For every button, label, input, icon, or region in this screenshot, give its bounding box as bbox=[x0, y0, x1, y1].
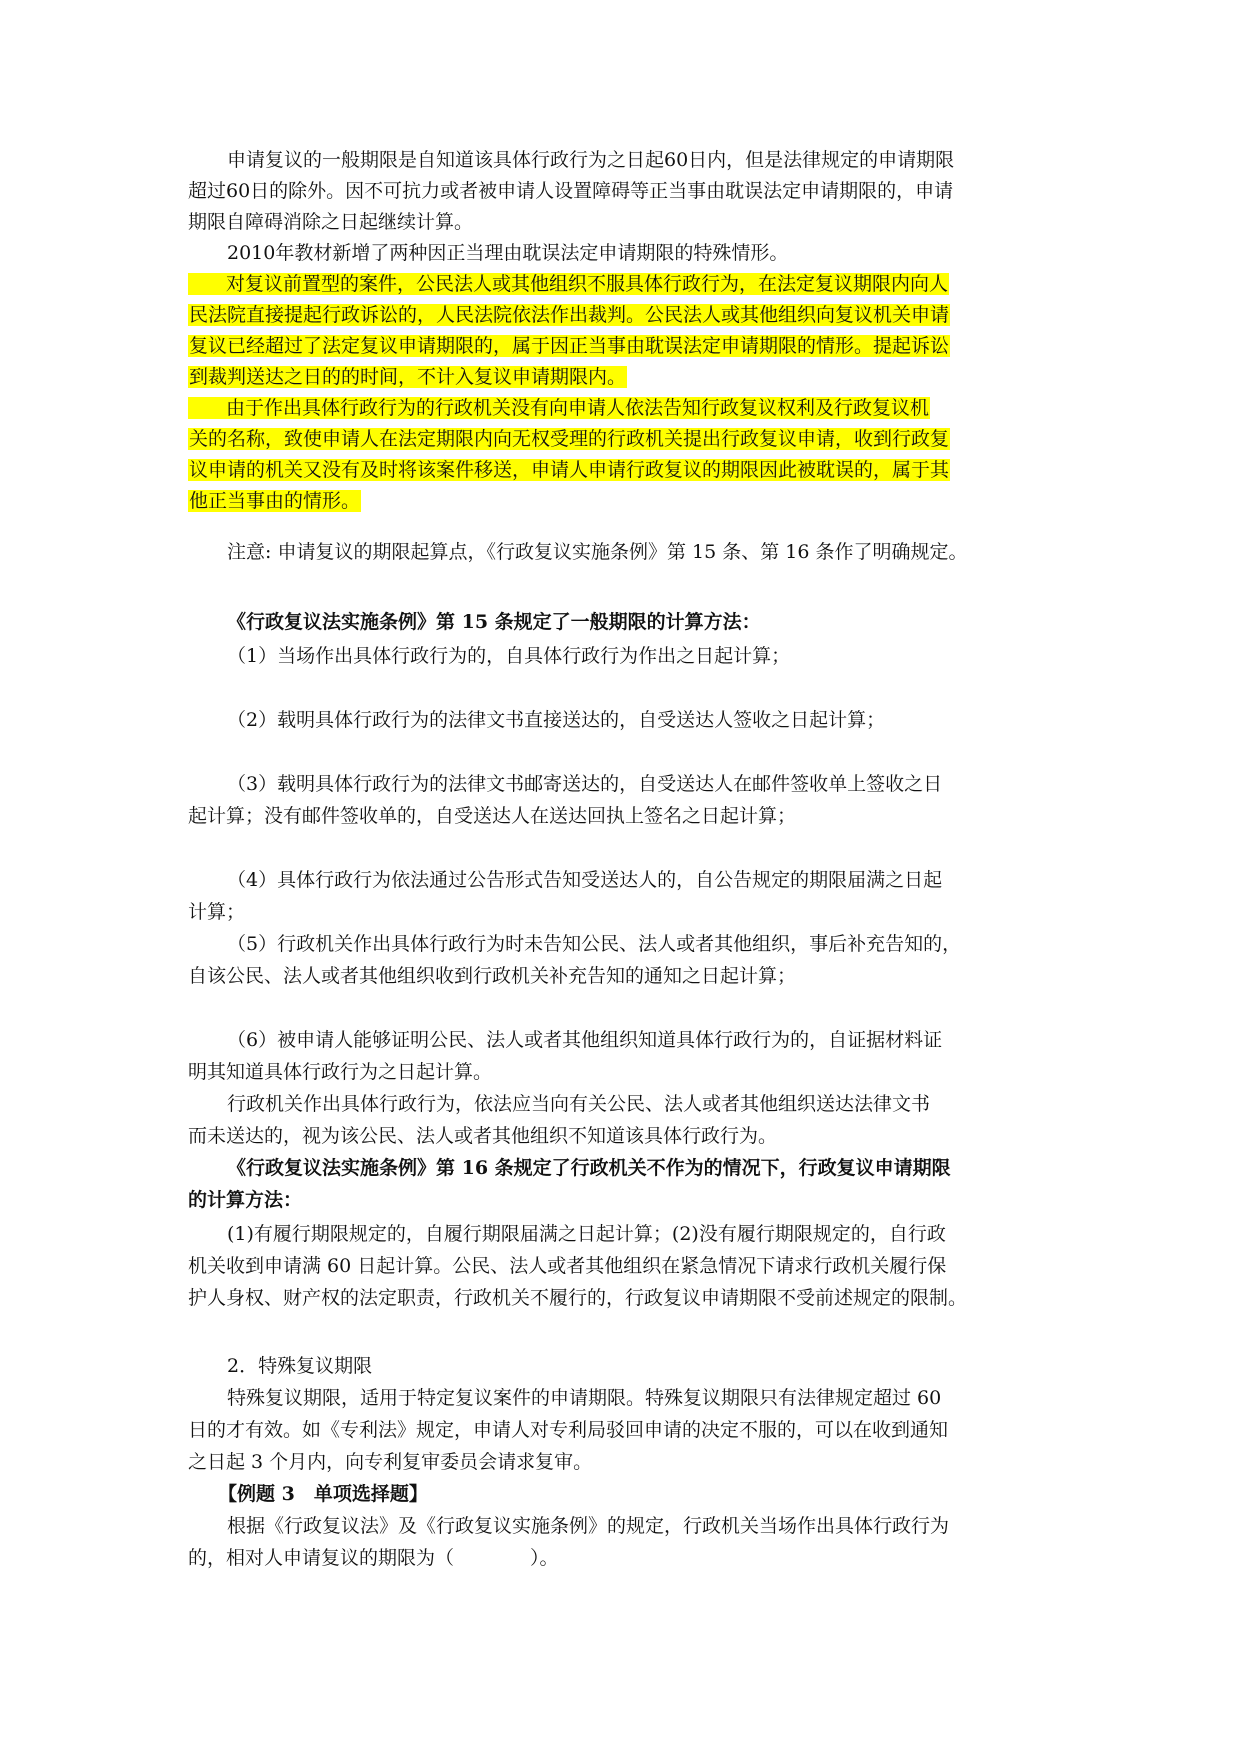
art16-line-2: 机关收到申请满 60 日起计算。公民、法人或者其他组织在紧急情况下请求行政机关履行保 bbox=[188, 1255, 947, 1277]
art15-item-3-cont: 起计算；没有邮件签收单的，自受送达人在送达回执上签名之日起计算； bbox=[188, 805, 797, 827]
art16-heading-line-2: 的计算方法： bbox=[188, 1189, 303, 1211]
highlight2-line-4 bbox=[188, 487, 361, 515]
art15-item-5-cont: 自该公民、法人或者其他组织收到行政机关补充告知的通知之日起计算； bbox=[188, 965, 797, 987]
highlight2-line-1 bbox=[188, 394, 930, 422]
example-line-2: 的，相对人申请复议的期限为（ ）。 bbox=[188, 1547, 559, 1569]
highlight2-line-3 bbox=[188, 456, 950, 484]
highlight1-line-2 bbox=[188, 301, 950, 329]
special-line-1: 特殊复议期限，适用于特定复议案件的申请期限。特殊复议期限只有法律规定超过 60 bbox=[227, 1387, 942, 1409]
art15-paragraph-line-1: 行政机关作出具体行政行为，依法应当向有关公民、法人或者其他组织送达法律文书 bbox=[227, 1093, 931, 1115]
example-heading: 【例题 3 单项选择题】 bbox=[218, 1483, 428, 1505]
special-heading: 2．特殊复议期限 bbox=[227, 1355, 373, 1377]
highlight1-line-3 bbox=[188, 332, 950, 360]
highlighted-text: 关的名称，致使申请人在法定期限内向无权受理的行政机关提出行政复议申请，收到行政复 bbox=[189, 428, 950, 450]
art16-line-1: (1)有履行期限规定的，自履行期限届满之日起计算；(2)没有履行期限规定的，自行政 bbox=[227, 1223, 946, 1245]
art15-item-6-cont: 明其知道具体行政行为之日起计算。 bbox=[188, 1061, 493, 1083]
highlighted-text: 议申请的机关又没有及时将该案件移送，申请人申请行政复议的期限因此被耽误的，属于其 bbox=[189, 459, 950, 481]
highlighted-text: 到裁判送达之日的的时间，不计入复议申请期限内。 bbox=[189, 366, 627, 388]
intro-line-2: 超过60日的除外。因不可抗力或者被申请人设置障碍等正当事由耽误法定申请期限的，申请 bbox=[188, 180, 954, 202]
highlighted-text: 由于作出具体行政行为的行政机关没有向申请人依法告知行政复议权利及行政复议机 bbox=[188, 397, 930, 419]
art15-item-3: （3）载明具体行政行为的法律文书邮寄送达的，自受送达人在邮件签收单上签收之日 bbox=[227, 773, 943, 795]
highlight1-line-1 bbox=[188, 270, 949, 298]
highlighted-text: 民法院直接提起行政诉讼的，人民法院依法作出裁判。公民法人或其他组织向复议机关申请 bbox=[189, 304, 950, 326]
art15-paragraph-line-2: 而未送达的，视为该公民、法人或者其他组织不知道该具体行政行为。 bbox=[188, 1125, 778, 1147]
highlight1-line-4 bbox=[188, 363, 627, 391]
note-line: 注意: 申请复议的期限起算点，《行政复议实施条例》第 15 条、第 16 条作了明确规定。 bbox=[227, 541, 968, 563]
special-line-3: 之日起 3 个月内，向专利复审委员会请求复审。 bbox=[188, 1451, 593, 1473]
art15-item-4: （4）具体行政行为依法通过公告形式告知受送达人的，自公告规定的期限届满之日起 bbox=[227, 869, 943, 891]
highlighted-text: 对复议前置型的案件，公民法人或其他组织不服具体行政行为，在法定复议期限内向人 bbox=[188, 273, 949, 295]
intro-line-3: 期限自障碍消除之日起继续计算。 bbox=[188, 211, 474, 233]
art15-item-4-cont: 计算； bbox=[188, 901, 246, 923]
art15-item-6: （6）被申请人能够证明公民、法人或者其他组织知道具体行政行为的，自证据材料证 bbox=[227, 1029, 943, 1051]
example-line-1: 根据《行政复议法》及《行政复议实施条例》的规定，行政机关当场作出具体行政行为 bbox=[227, 1515, 950, 1537]
highlighted-text: 他正当事由的情形。 bbox=[189, 490, 361, 512]
special-line-2: 日的才有效。如《专利法》规定，申请人对专利局驳回申请的决定不服的，可以在收到通知 bbox=[188, 1419, 949, 1441]
intro-line-1: 申请复议的一般期限是自知道该具体行政行为之日起60日内，但是法律规定的申请期限 bbox=[227, 149, 955, 171]
art16-line-3: 护人身权、财产权的法定职责，行政机关不履行的，行政复议申请期限不受前述规定的限制。 bbox=[188, 1287, 968, 1309]
highlight2-line-2 bbox=[188, 425, 950, 453]
highlighted-text: 复议已经超过了法定复议申请期限的，属于因正当事由耽误法定申请期限的情形。提起诉讼 bbox=[189, 335, 950, 357]
art15-heading: 《行政复议法实施条例》第 15 条规定了一般期限的计算方法： bbox=[227, 611, 761, 633]
art15-item-1: （1）当场作出具体行政行为的，自具体行政行为作出之日起计算； bbox=[227, 645, 791, 667]
art15-item-2: （2）载明具体行政行为的法律文书直接送达的，自受送达人签收之日起计算； bbox=[227, 709, 886, 731]
art16-heading-line-1: 《行政复议法实施条例》第 16 条规定了行政机关不作为的情况下，行政复议申请期限 bbox=[227, 1157, 951, 1179]
art15-item-5: （5）行政机关作出具体行政行为时未告知公民、法人或者其他组织，事后补充告知的， bbox=[227, 933, 962, 955]
intro-line-4: 2010年教材新增了两种因正当理由耽误法定申请期限的特殊情形。 bbox=[227, 242, 789, 264]
